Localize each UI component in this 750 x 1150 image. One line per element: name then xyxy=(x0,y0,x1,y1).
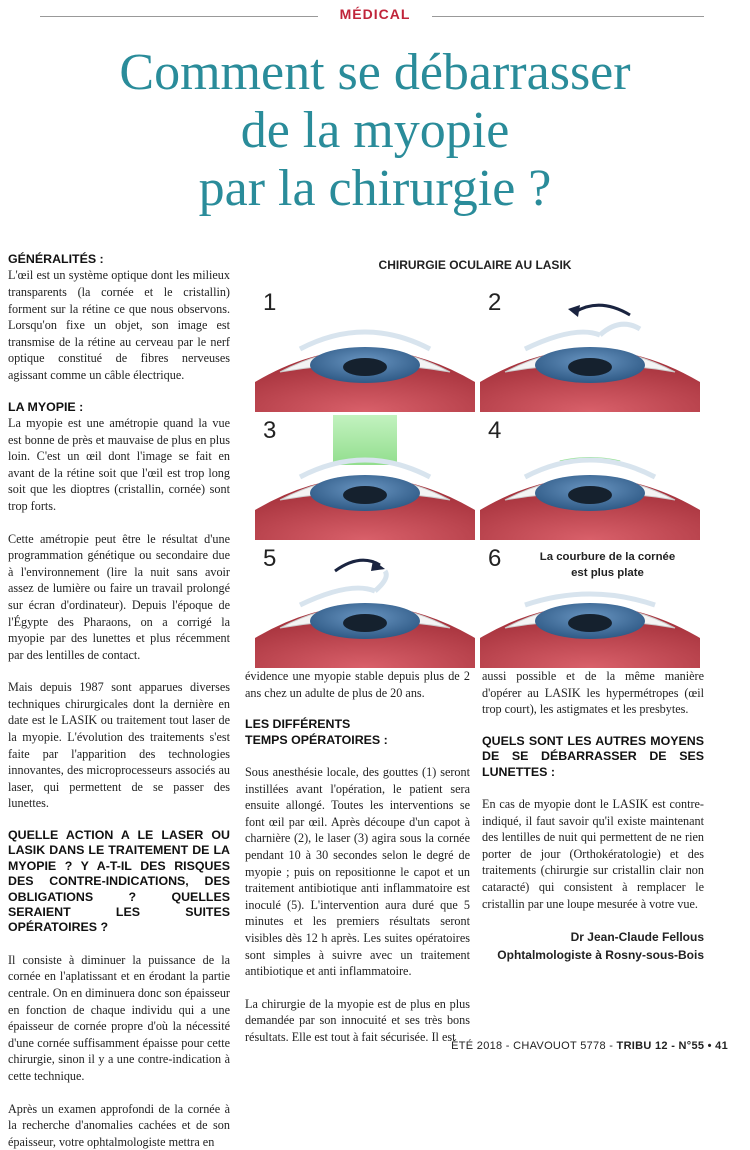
panel-number: 3 xyxy=(263,417,277,444)
panel-number: 4 xyxy=(488,417,502,444)
footer-issue: TRIBU 12 - N°55 • 41 xyxy=(616,1040,728,1052)
header-rule-left xyxy=(40,16,318,17)
page-footer xyxy=(451,1040,728,1052)
panel-number: 2 xyxy=(488,289,502,316)
footer-text: ÉTÉ 2018 - CHAVOUOT 5778 - xyxy=(451,1040,617,1052)
author-title: Ophtalmologiste à Rosny-sous-Bois xyxy=(497,948,704,963)
paragraph-evidence: évidence une myopie stable depuis plus de 2 ans chez un adulte de plus de 20 ans. xyxy=(245,669,470,700)
heading-temps-line-2: TEMPS OPÉRATOIRES : xyxy=(245,732,388,747)
right-column xyxy=(482,668,704,964)
panel-number: 1 xyxy=(263,289,277,316)
note-line-1: La courbure de la cornée xyxy=(539,551,676,563)
panel-5 xyxy=(255,543,475,668)
header-rule-right xyxy=(432,16,704,17)
eye-illustration xyxy=(255,415,475,540)
paragraph-myopie-2: Cette amétropie peut être le résultat d'une programmation génétique ou secondaire due à l'environnement (lire la nuit sans avoir assez de lumière ou faire un travail prolongé sur écran d'ordinateur). Depuis l'époque de l'Égypte des Pharaons, on a corrigé la myopie par des lunettes et plus récemment par des lentilles de contact. xyxy=(8,531,230,662)
paragraph-autres: En cas de myopie dont le LASIK est contre-indiqué, il faut savoir qu'il existe maintenant des lentilles de nuit qui permettent de ne rien porter de jour (Orthokératologie) et des traitements (chirurgie sur cristallin clair non cataracté) qui consistent à remplacer le cristallin par une loupe mesurée à votre vue. xyxy=(482,797,704,911)
figure-title: CHIRURGIE OCULAIRE AU LASIK xyxy=(378,258,572,272)
heading-myopie: LA MYOPIE : xyxy=(8,399,84,414)
paragraph-myopie-1: La myopie est une amétropie quand la vue est bonne de près et mauvaise de plus en plus loin. C'est un œil dont l'image se fait en avant de la rétine soit que l'œil est trop long soit que les dioptres (cristallin, cornée) sont trop forts. xyxy=(8,415,230,513)
panel-number: 6 xyxy=(488,545,502,572)
lasik-figure xyxy=(255,287,700,662)
section-label: MÉDICAL xyxy=(339,6,411,22)
panel-number: 5 xyxy=(263,545,277,572)
title-line-3: par la chirurgie ? xyxy=(198,160,552,217)
heading-action-laser: QUELLE ACTION A LE LASER OU LASIK DANS LE TRAITEMENT DE LA MYOPIE ? Y A-T-IL DES RISQUES DES CONTRE-INDICATIONS, DES OBLIGATIONS ? QUELLES SERAIENT LES SUITES OPÉRATOIRES ? xyxy=(8,828,230,935)
heading-temps-line-1: LES DIFFÉRENTS xyxy=(245,717,351,732)
left-column xyxy=(8,252,230,1150)
eye-illustration xyxy=(480,415,700,540)
eye-illustration xyxy=(480,287,700,412)
heading-generalites: GÉNÉRALITÉS : xyxy=(8,252,104,266)
heading-temps-operatoires xyxy=(245,717,470,748)
panel-6 xyxy=(480,543,700,668)
paragraph-action-1: Il consiste à diminuer la puissance de la cornée en l'aplatissant et en érodant la partie centrale. On en diminuera donc son épaisseur en fonction de chaque individu qui a une épaisseur de cornée propre d'où la nécessité d'une cornée suffisamment épaisse pour cette chirurgie, sinon il y a une contre-indication à cette technique. xyxy=(8,952,230,1084)
paragraph-action-2: Après un examen approfondi de la cornée à la recherche d'anomalies cachées et de son épaisseur, votre ophtalmologiste mettra en xyxy=(8,1101,230,1149)
eye-illustration xyxy=(255,287,475,412)
middle-column xyxy=(245,668,470,1046)
panel-1 xyxy=(255,287,475,412)
panel-3 xyxy=(255,415,475,540)
panel-6-note xyxy=(520,549,695,581)
eye-illustration xyxy=(255,543,475,668)
panel-2 xyxy=(480,287,700,412)
paragraph-aussi: aussi possible et de la même manière d'opérer au LASIK les hypermétropes (œil trop court), les astigmates et les presbytes. xyxy=(482,669,704,717)
paragraph-generalites: L'œil est un système optique dont les milieux transparents (la cornée et le cristallin) forment sur la rétine ce que nous observons. Lorsqu'on fixe un objet, son image est transmise de la rétine au cerveau par le nerf optique constitué de fibres nerveuses agissant comme un câble électrique. xyxy=(8,268,230,382)
paragraph-temps-1: Sous anesthésie locale, des gouttes (1) seront instillées avant l'opération, le patient sera ensuite allongé. Toutes les interventions se font œil par œil. Après découpe d'un capot à charnière (2), le laser (3) agira sous la cornée pendant 10 à 30 secondes selon le degré de myopie ; puis on repositionne le capot et un traitement antibiotique anti inflammatoire est inoculé (5). L'intervention aura duré que 5 minutes et les premiers résultats seront visibles dès 12 h après. Les suites opératoires sont simples à suivre avec un traitement antibiotique et anti inflammatoire. xyxy=(245,765,470,979)
paragraph-myopie-3: Mais depuis 1987 sont apparues diverses techniques chirurgicales dont la dernière en date est le LASIK ou traitement tout laser de la myopie. L'évolution des traitements s'est faite par l'apparition des technologies innovantes, des microprocesseurs associés au laser, qui permettent de se passer des lunettes. xyxy=(8,680,230,811)
article-title xyxy=(20,44,730,218)
note-line-2: est plus plate xyxy=(571,567,644,579)
title-line-1: Comment se débarrasser xyxy=(119,44,631,101)
title-line-2: de la myopie xyxy=(240,102,510,159)
heading-autres-moyens: QUELS SONT LES AUTRES MOYENS DE SE DÉBARRASSER DE SES LUNETTES : xyxy=(482,733,704,779)
paragraph-temps-2: La chirurgie de la myopie est de plus en plus demandée par son innocuité et ses très bons résultats. Elle est tout à fait sécurisée. Il est xyxy=(245,996,470,1044)
panel-4 xyxy=(480,415,700,540)
author-name: Dr Jean-Claude Fellous xyxy=(570,930,704,945)
author-signature xyxy=(482,928,704,964)
